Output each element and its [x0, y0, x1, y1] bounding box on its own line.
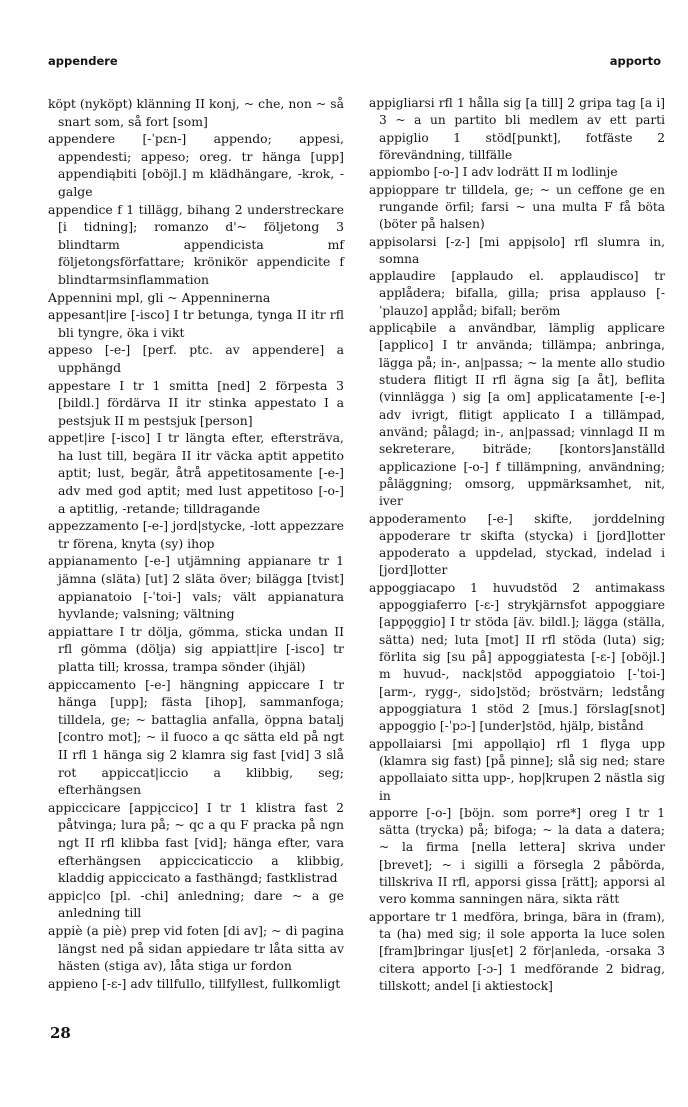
dict-entry: apporre [-o-] [böjn. som porre*] oreg I tr 1 sätta (trycka) på; bifoga; ~ la data a datera; ~ la firma [nella lettera] skriva under [brevet]; ~ i sigilli a försegla 2 påbörda, tillskriva II rfl, apporsi gissa [rätt]; apporsi al vero komma sanningen nära, sikta rätt: [369, 805, 665, 907]
dict-entry: appoggiacapo 1 huvudstöd 2 antimakass appoggiaferro [-ɛ-] strykjärnsfot appoggiare [appǫggio] I tr stöda [äv. bildl.]; lägga (ställa, sätta) ned; luta [mot] II rfl stöda (luta) sig; förlita sig [su på] appoggiatesta [-ɛ-] [oböjl.] m huvud-, nack|stöd appoggiatoio [-ˈtoi-] [arm-, rygg-, sido]stöd; bröstvärn; ledstång appoggiatura 1 stöd 2 [mus.] förslag[snot] appoggio [-ˈpɔ-] [under]stöd, hjälp, bistånd: [369, 580, 665, 734]
page-number: 28: [50, 1024, 71, 1042]
dict-entry: Appennini mpl, gli ~ Appenninerna: [48, 289, 271, 305]
dict-entry: applicąbile a användbar, lämplig applicare [applico] I tr använda; tillämpa; anbringa, lägga på; in-, an|passa; ~ la mente allo studio studera flitigt II rfl ägna sig [a åt], beflita (vinnlägga ) sig [a om] applicatamente [-e-] adv ivrigt, flitigt applicato I a tillämpad, använd; pålagd; in-, an|passad; vinnlagd II m sekreterare, biträde; [kontors]anställd applicazione [-o-] f tillämpning, användning; påläggning; omsorg, uppmärksamhet, nit, iver: [369, 321, 665, 509]
dict-entry: appendere [-ˈpɛn-] appendo; appesi, appendesti; appeso; oreg. tr hänga [upp] appendiąbiti [oböjl.] m klädhängare, -krok, -galge: [48, 131, 344, 199]
dict-entry: appet|ire [-isco] I tr längta efter, eftersträva, ha lust till, begära II itr väcka aptit appetito aptit; lust, begär, åtrå appetitosamente [-e-] adv med god aptit; med lust appetitoso [-o-] a aptitlig, -retande; tilldragande: [48, 430, 344, 516]
dict-entry: appigliarsi rfl 1 hålla sig [a till] 2 gripa tag [a i] 3 ~ a un partito bli medlem av ett parti appiglio 1 stöd[punkt], fotfäste 2 förevändning, tillfälle: [369, 96, 665, 162]
dict-entry: appiccicare [appįccico] I tr 1 klistra fast 2 påtvinga; lura på; ~ qc a qu F pracka på ngn ngt II rfl klibba fast [vid]; hänga efter, vara efterhängsen appiccicaticcio a klibbig, kladdig appiccicato a fasthängd; fastklistrad: [48, 799, 344, 886]
running-head-right: apporto: [609, 54, 661, 68]
dict-entry: appiattare I tr dölja, gömma, sticka undan II rfl gömma (dölja) sig appiatt|ire [-isco] tr platta till; krossa, trampa sönder (ihjäl): [48, 623, 344, 674]
dict-entry: apportare tr 1 medföra, bringa, bära in (fram), ta (ha) med sig; il sole apporta la luce solen [fram]bringar ljus[et] 2 för|anleda, -orsaka 3 citera apporto [-ɔ-] 1 medförande 2 bidrag, tillskott; andel [i aktiestock]: [369, 909, 665, 993]
dict-entry: appestare I tr 1 smitta [ned] 2 förpesta 3 [bildl.] fördärva II itr stinka appestato I a pestsjuk II m pestsjuk [person]: [48, 377, 344, 428]
dict-entry: appic|co [pl. -chi] anledning; dare ~ a ge anledning till: [48, 887, 344, 921]
dict-entry: appieno [-ɛ-] adv tillfullo, tillfyllest, fullkomligt: [48, 975, 341, 991]
dict-entry: köpt (nyköpt) klänning II konj, ~ che, non ~ så snart som, så fort [som]: [48, 96, 344, 129]
left-column: [48, 95, 344, 992]
dict-entry: appesant|ire [-isco] I tr betunga, tynga II itr rfl bli tyngre, öka i vikt: [48, 307, 344, 340]
dict-entry: appollaiarsi [mi appolląio] rfl 1 flyga upp (klamra sig fast) [på pinne]; slå sig ned; stare appollaiato sitta upp-, hop|krupen 2 nästla sig in: [369, 736, 665, 803]
right-column: [369, 95, 665, 995]
dict-entry: applaudire [applaudo el. applaudisco] tr applådera; bifalla, gilla; prisa applauso [-ˈplauzo] applåd; bifall; beröm: [369, 269, 665, 318]
dict-entry: appiombo [-o-] I adv lodrätt II m lodlinje: [369, 165, 618, 180]
dict-entry: appezzamento [-e-] jord|stycke, -lott appezzare tr förena, knyta (sy) ihop: [48, 518, 344, 551]
dict-entry: appisolarsi [-z-] [mi appįsolo] rfl slumra in, somna: [369, 234, 665, 266]
dict-entry: appianamento [-e-] utjämning appianare tr 1 jämna (släta) [ut] 2 släta över; bilägga [tvist] appianatoio [-ˈtoi-] vals; vält appianatura hyvlande; valsning; vältning: [48, 553, 344, 622]
running-header: [48, 54, 661, 72]
dict-entry: appendice f 1 tillägg, bihang 2 understreckare [i tidning]; romanzo d'~ följetong 3 blindtarm appendicista mf följetongsförfattare; krönikör appendicite f blindtarmsinflammation: [48, 201, 344, 287]
dict-entry: appeso [-e-] [perf. ptc. av appendere] a upphängd: [48, 342, 344, 375]
running-head-left: appendere: [48, 54, 118, 68]
dict-entry: appiccamento [-e-] hängning appiccare I tr hänga [upp]; fästa [ihop], sammanfoga; tilldela, ge; ~ battaglia anfalla, öppna batalj [contro mot]; ~ il fuoco a qc sätta eld på ngt II rfl 1 hänga sig 2 klamra sig fast [vid] 3 slå rot appiccat|iccio a klibbig, seg; efterhängsen: [48, 676, 344, 798]
dict-entry: appoderamento [-e-] skifte, jorddelning appoderare tr skifta (stycka) i [jord]lotter appoderato a uppdelad, styckad, indelad i [jord]lotter: [369, 511, 665, 578]
dict-entry: appioppare tr tilldela, ge; ~ un ceffone ge en rungande örfil; farsi ~ una multa F få böta (böter på halsen): [369, 182, 665, 232]
dict-entry: appiè (a piè) prep vid foten [di av]; ~ di pagina längst ned på sidan appiedare tr låta sitta av hästen (stiga av), låta stiga ur fordon: [48, 922, 344, 974]
